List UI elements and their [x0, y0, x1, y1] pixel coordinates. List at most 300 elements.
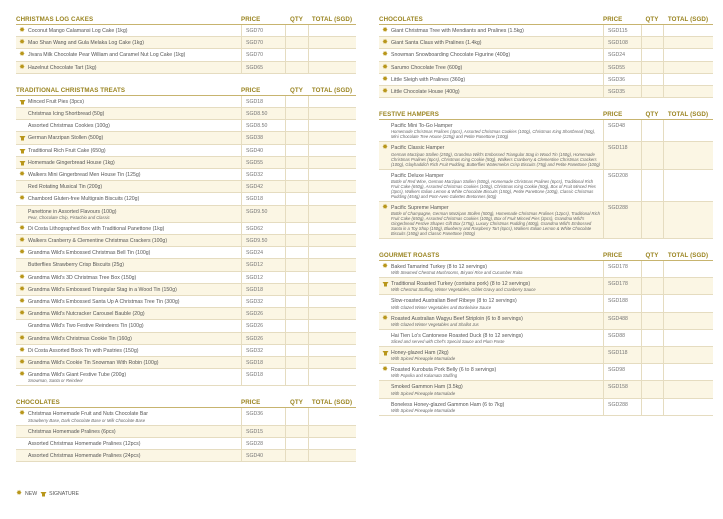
item-price: SGD288	[603, 202, 641, 238]
qty-column-header: QTY	[289, 399, 304, 407]
item-name-cell	[28, 345, 241, 356]
item-mark	[379, 330, 391, 346]
qty-field[interactable]	[285, 345, 308, 356]
qty-field[interactable]	[285, 259, 308, 270]
total-column-header: TOTAL (SGD)	[667, 16, 709, 23]
qty-field[interactable]	[285, 206, 308, 222]
item-mark	[379, 399, 391, 415]
signature-hat-icon	[19, 148, 25, 154]
item-description: Pear, Chocolate Chip, Pistachio and Classic	[28, 214, 110, 220]
table-row	[16, 235, 356, 247]
qty-field[interactable]	[285, 132, 308, 143]
section-gap	[16, 386, 356, 398]
item-price: SGD42	[241, 181, 285, 192]
table-row	[379, 86, 713, 98]
total-column-header: TOTAL (SGD)	[311, 399, 353, 407]
item-name-cell	[28, 259, 241, 270]
item-name-cell	[391, 142, 603, 168]
item-mark	[379, 347, 391, 363]
qty-field[interactable]	[641, 170, 663, 201]
item-name: Smoked Gammon Ham (3.5kg)	[391, 384, 463, 391]
item-price: SGD36	[241, 408, 285, 424]
total-field[interactable]	[308, 145, 356, 156]
qty-column-header: QTY	[645, 16, 659, 23]
qty-field[interactable]	[285, 62, 308, 73]
new-star-icon: ✸	[19, 285, 25, 293]
total-field[interactable]	[663, 364, 713, 380]
item-description: With Steamed Chestnut Mushrooms, Biryani Rice and Cucumber Raita	[391, 270, 523, 276]
total-field[interactable]	[663, 278, 713, 294]
item-mark	[16, 333, 28, 344]
item-name-cell	[28, 284, 241, 295]
item-name-cell	[391, 364, 603, 380]
total-field[interactable]	[308, 49, 356, 60]
total-field[interactable]	[308, 284, 356, 295]
item-price: SGD288	[603, 399, 641, 415]
qty-field[interactable]	[285, 96, 308, 107]
item-price: SGD12	[241, 259, 285, 270]
item-price: SGD48	[603, 120, 641, 141]
table-row	[16, 193, 356, 205]
total-field[interactable]	[308, 272, 356, 283]
item-name: Traditional Roasted Turkey (contains pork) (8 to 12 servings)	[391, 281, 531, 288]
item-mark	[16, 284, 28, 295]
item-price: SGD15	[241, 426, 285, 437]
item-mark	[379, 62, 391, 73]
total-field[interactable]	[663, 261, 713, 277]
item-name-cell	[28, 193, 241, 204]
table-row	[16, 132, 356, 144]
item-price: SGD18	[241, 193, 285, 204]
total-field[interactable]	[663, 49, 713, 60]
item-price: SGD55	[241, 157, 285, 168]
item-price: SGD108	[603, 37, 641, 48]
qty-field[interactable]	[641, 86, 663, 97]
section-gap	[379, 239, 713, 251]
item-name-cell	[28, 108, 241, 119]
qty-field[interactable]	[641, 62, 663, 73]
item-price: SGD70	[241, 49, 285, 60]
new-star-icon: ✸	[19, 39, 25, 47]
table-row	[379, 364, 713, 381]
qty-field[interactable]	[285, 157, 308, 168]
total-field[interactable]	[663, 37, 713, 48]
item-price: SGD32	[241, 169, 285, 180]
item-mark	[379, 170, 391, 201]
total-field[interactable]	[308, 426, 356, 437]
price-column-header: PRICE	[603, 252, 623, 260]
item-name-cell	[28, 206, 241, 222]
item-description: Homemade Christmas Pralines (4pcs), Assorted Christmas Cookies (100g), Christmas Icing Shortbread (50g), Mini Chocolate Tree House (225g) and Petite Panettone (100g)	[391, 129, 596, 140]
qty-field[interactable]	[641, 142, 663, 168]
table-row	[16, 169, 356, 181]
item-name-cell	[391, 37, 603, 48]
total-field[interactable]	[308, 120, 356, 131]
signature-hat-icon	[382, 350, 388, 356]
item-name-cell	[28, 25, 241, 36]
item-name-cell	[391, 381, 603, 397]
qty-field[interactable]	[285, 357, 308, 368]
table-row	[379, 295, 713, 312]
qty-field[interactable]	[641, 364, 663, 380]
item-name: Pacific Supreme Hamper	[391, 204, 449, 211]
new-star-icon: ✸	[16, 490, 22, 497]
item-name: Grandma Wild's Embossed Santa Up A Christmas Tree Tin (300g)	[28, 299, 180, 306]
total-column-header: TOTAL (SGD)	[667, 111, 709, 119]
price-column-header: PRICE	[603, 111, 623, 119]
table-row	[16, 333, 356, 345]
qty-field[interactable]	[641, 37, 663, 48]
item-mark	[379, 313, 391, 329]
item-mark	[16, 259, 28, 270]
table-row	[379, 313, 713, 330]
total-field[interactable]	[663, 120, 713, 141]
total-field[interactable]	[308, 369, 356, 385]
table-row	[379, 120, 713, 142]
item-mark	[379, 49, 391, 60]
item-name: Red Rotating Musical Tin (200g)	[28, 184, 103, 191]
item-name-cell	[28, 235, 241, 246]
total-field[interactable]	[308, 96, 356, 107]
item-mark	[16, 157, 28, 168]
section-title: FESTIVE HAMPERS	[379, 111, 439, 119]
new-star-icon: ✸	[382, 314, 388, 322]
qty-field[interactable]	[641, 49, 663, 60]
item-mark	[16, 345, 28, 356]
qty-field[interactable]	[641, 25, 663, 36]
qty-field[interactable]	[285, 450, 308, 461]
qty-field[interactable]	[641, 330, 663, 346]
table-row	[379, 37, 713, 49]
section-gap	[379, 98, 713, 110]
item-name-cell	[391, 74, 603, 85]
item-price: SGD24	[603, 49, 641, 60]
table-row	[16, 308, 356, 320]
table-row	[16, 181, 356, 193]
item-name-cell	[28, 132, 241, 143]
item-name: Grandma Wild's Giant Festive Tube (200g)	[28, 372, 127, 379]
item-name-cell	[28, 120, 241, 131]
item-name-cell	[28, 357, 241, 368]
item-name-cell	[391, 202, 603, 238]
item-description: Bottle of Champagne, German Marzipan Stollen (500g), Homemade Christmas Pralines (12pcs), Traditional Rich Fruit Cake (650g), Assorted Christmas Cookies (100g), Box of Fruit Minced Pies (3pcs), Grandma Wild's Gingerbread Festive Shapes Gift Box (175g), Luxury Christmas Pudding (400g), Grandma Wild's Embossed Santa in a Toy Shop (150g), Blueberry and Raspberry Tart (6pcs), Walkers Italian Lemon & White Chocolate Biscuits (150g) and Classic Panettone (500g)	[391, 211, 600, 237]
item-name-cell	[391, 278, 603, 294]
item-name: Traditional Rich Fruit Cake (650g)	[28, 147, 106, 154]
item-name-cell	[28, 37, 241, 48]
qty-field[interactable]	[641, 120, 663, 141]
total-field[interactable]	[308, 235, 356, 246]
qty-column-header: QTY	[645, 252, 659, 260]
qty-field[interactable]	[285, 369, 308, 385]
item-mark	[16, 426, 28, 437]
table-row	[379, 202, 713, 239]
item-name: Slow-roasted Australian Beef Ribeye (8 to 12 servings)	[391, 298, 517, 305]
new-star-icon: ✸	[382, 63, 388, 71]
total-field[interactable]	[663, 74, 713, 85]
item-description: German Marzipan Stollen (250g), Grandma Wild's Embossed Triangular Stag in Wood Tin (150g), Homemade Christmas Pralines (6pcs), Christmas Icing Cookie (50g), Walkers Cranberry & Clementine Christmas Crackers (100g), Glayhaddich Rich Fruit Pudding, Butterflies Watermelon Crisp Biscuits (75g) and Petite Panettone (100g)	[391, 151, 600, 167]
qty-field[interactable]	[285, 333, 308, 344]
qty-field[interactable]	[285, 235, 308, 246]
qty-field[interactable]	[285, 169, 308, 180]
total-field[interactable]	[308, 247, 356, 258]
section-title: GOURMET ROASTS	[379, 252, 440, 260]
qty-field[interactable]	[285, 272, 308, 283]
table-row	[16, 408, 356, 425]
total-field[interactable]	[308, 62, 356, 73]
item-price: SGD28	[241, 438, 285, 449]
total-field[interactable]	[308, 206, 356, 222]
item-name-cell	[28, 333, 241, 344]
item-mark	[379, 261, 391, 277]
qty-field[interactable]	[285, 247, 308, 258]
item-description: Sliced and served with Chef's Special Sauce and Plum Paste	[391, 339, 505, 345]
qty-field[interactable]	[285, 408, 308, 424]
new-star-icon: ✸	[382, 88, 388, 96]
total-field[interactable]	[308, 181, 356, 192]
item-price: SGD9.50	[241, 235, 285, 246]
section-header	[379, 251, 713, 261]
total-field[interactable]	[663, 170, 713, 201]
item-name-cell	[28, 62, 241, 73]
table-row	[16, 49, 356, 61]
new-star-icon: ✸	[19, 273, 25, 281]
item-name: Assorted Christmas Cookies (100g)	[28, 123, 110, 130]
total-field[interactable]	[663, 25, 713, 36]
signature-hat-icon	[19, 135, 25, 141]
table-row	[379, 347, 713, 364]
item-name: Pacific Deluxe Hamper	[391, 172, 444, 179]
total-field[interactable]	[308, 357, 356, 368]
new-star-icon: ✸	[19, 51, 25, 59]
total-field[interactable]	[308, 223, 356, 234]
item-price: SGD35	[603, 86, 641, 97]
new-star-icon: ✸	[19, 171, 25, 179]
qty-field[interactable]	[285, 193, 308, 204]
total-field[interactable]	[308, 37, 356, 48]
new-star-icon: ✸	[19, 195, 25, 203]
item-name: Hazelnut Chocolate Tart (1kg)	[28, 64, 97, 71]
qty-field[interactable]	[641, 399, 663, 415]
qty-field[interactable]	[285, 37, 308, 48]
qty-field[interactable]	[285, 120, 308, 131]
item-mark	[16, 235, 28, 246]
total-field[interactable]	[308, 25, 356, 36]
item-description: With Spiced Pineapple Marmalade	[391, 390, 456, 396]
signature-hat-icon	[40, 491, 46, 497]
qty-field[interactable]	[285, 308, 308, 319]
qty-field[interactable]	[285, 49, 308, 60]
new-star-icon: ✸	[382, 27, 388, 34]
qty-field[interactable]	[285, 223, 308, 234]
total-field[interactable]	[663, 381, 713, 397]
qty-field[interactable]	[641, 278, 663, 294]
item-name: Pacific Mini To-Go Hamper	[391, 123, 453, 130]
item-name-cell	[28, 296, 241, 307]
item-name: Baked Tamarind Turkey (8 to 12 servings)	[391, 264, 487, 271]
qty-field[interactable]	[641, 261, 663, 277]
new-star-icon: ✸	[19, 359, 25, 367]
qty-field[interactable]	[641, 202, 663, 238]
item-mark	[16, 132, 28, 143]
item-name: Jivara Milk Chocolate Pear William and Caramel Nut Log Cake (1kg)	[28, 52, 186, 59]
item-mark	[16, 438, 28, 449]
new-star-icon: ✸	[19, 298, 25, 306]
new-star-icon: ✸	[19, 63, 25, 71]
item-name: Honey-glazed Ham (2kg)	[391, 350, 449, 357]
total-field[interactable]	[308, 157, 356, 168]
new-star-icon: ✸	[19, 249, 25, 257]
total-field[interactable]	[308, 345, 356, 356]
signature-hat-icon	[19, 99, 25, 105]
total-field[interactable]	[663, 347, 713, 363]
item-price: SGD40	[241, 145, 285, 156]
total-field[interactable]	[308, 450, 356, 461]
legend-new-label: NEW	[25, 491, 38, 497]
item-name: Grandma Wild's Cookie Tin Snowman With Robin (100g)	[28, 360, 159, 367]
item-name: Butterflies Strawberry Crisp Biscuits (25g)	[28, 262, 124, 269]
item-mark	[16, 169, 28, 180]
item-mark	[16, 408, 28, 424]
total-field[interactable]	[663, 142, 713, 168]
new-star-icon: ✸	[382, 366, 388, 374]
item-price: SGD98	[603, 364, 641, 380]
signature-hat-icon	[382, 281, 388, 287]
table-row	[379, 261, 713, 278]
item-name-cell	[391, 399, 603, 415]
qty-field[interactable]	[285, 108, 308, 119]
qty-field[interactable]	[641, 295, 663, 311]
left-column	[16, 15, 356, 462]
total-field[interactable]	[308, 438, 356, 449]
item-name-cell	[28, 308, 241, 319]
qty-column-header: QTY	[289, 86, 304, 94]
item-mark	[16, 96, 28, 107]
item-mark	[16, 320, 28, 331]
item-description: With Spiced Pineapple Marmalade	[391, 356, 456, 362]
table-row	[16, 426, 356, 438]
item-name: Little Chocolate House (400g)	[391, 89, 460, 96]
table-row	[379, 399, 713, 416]
item-name: Minced Fruit Pies (3pcs)	[28, 98, 84, 105]
item-mark	[379, 202, 391, 238]
item-price: SGD26	[241, 320, 285, 331]
total-field[interactable]	[663, 399, 713, 415]
item-name: Walkers Cranberry & Clementine Christmas Crackers (100g)	[28, 238, 168, 245]
item-price: SGD118	[603, 347, 641, 363]
item-mark	[16, 108, 28, 119]
total-column-header: TOTAL (SGD)	[311, 86, 353, 94]
section-header	[379, 15, 713, 25]
price-column-header: PRICE	[603, 16, 623, 23]
qty-field[interactable]	[285, 426, 308, 437]
item-name: Giant Christmas Tree with Mendiants and Pralines (1.5kg)	[391, 28, 524, 34]
table-row	[16, 206, 356, 223]
qty-field[interactable]	[285, 320, 308, 331]
total-field[interactable]	[663, 313, 713, 329]
total-field[interactable]	[663, 62, 713, 73]
total-field[interactable]	[308, 169, 356, 180]
total-field[interactable]	[663, 86, 713, 97]
item-mark	[379, 295, 391, 311]
total-field[interactable]	[308, 132, 356, 143]
item-name: Panettone in Assorted Flavours (100g)	[28, 208, 117, 215]
qty-field[interactable]	[285, 438, 308, 449]
new-star-icon: ✸	[19, 310, 25, 318]
item-name: Walkers Mini Gingerbread Men House Tin (125g)	[28, 172, 141, 179]
item-description: With Spiced Pineapple Marmalade	[391, 407, 456, 413]
new-star-icon: ✸	[382, 144, 388, 152]
item-price: SGD18	[241, 284, 285, 295]
table-row	[379, 381, 713, 398]
item-name: Sarumo Chocolate Tree (600g)	[391, 64, 463, 71]
qty-field[interactable]	[641, 74, 663, 85]
qty-field[interactable]	[641, 347, 663, 363]
item-mark	[16, 62, 28, 73]
item-price: SGD9.50	[241, 206, 285, 222]
total-field[interactable]	[663, 202, 713, 238]
total-field[interactable]	[308, 193, 356, 204]
qty-field[interactable]	[285, 145, 308, 156]
item-mark	[16, 357, 28, 368]
qty-field[interactable]	[285, 284, 308, 295]
item-mark	[379, 364, 391, 380]
new-star-icon: ✸	[19, 346, 25, 354]
item-name-cell	[28, 438, 241, 449]
qty-field[interactable]	[285, 25, 308, 36]
total-field[interactable]	[308, 320, 356, 331]
item-name: Grandma Wild's Nutcracker Carousel Bauble (20g)	[28, 311, 145, 318]
total-field[interactable]	[308, 308, 356, 319]
item-name: Christmas Homemade Fruit and Nuts Chocolate Bar	[28, 411, 148, 418]
table-row	[16, 284, 356, 296]
new-star-icon: ✸	[19, 334, 25, 342]
item-name: German Marzipan Stollen (500g)	[28, 135, 104, 142]
item-name-cell	[391, 347, 603, 363]
new-star-icon: ✸	[19, 371, 25, 379]
total-field[interactable]	[308, 108, 356, 119]
item-price: SGD24	[241, 247, 285, 258]
item-name-cell	[391, 25, 603, 36]
item-mark	[16, 247, 28, 258]
new-star-icon: ✸	[382, 75, 388, 83]
item-name-cell	[391, 295, 603, 311]
item-description: Snowman, Santa or Reindeer	[28, 378, 83, 384]
item-price: SGD26	[241, 308, 285, 319]
table-row	[16, 450, 356, 462]
item-name: Christmas Homemade Pralines (6pcs)	[28, 428, 116, 435]
total-field[interactable]	[663, 330, 713, 346]
item-name-cell	[391, 313, 603, 329]
item-description: Bottle of Red Wine, German Marzipan Stollen (500g), Homemade Christmas Pralines (6pcs), Traditional Rich Fruit Cake (650g), Assorted Christmas Cookies (100g), Christmas Icing Cookie (50g), Box of Fruit Minced Pies (3pcs), Walkers Italian Lemon & White Chocolate Biscuits (150g), Petite Panettone (100g), Classic Christmas Pudding (454g) and Pont-Aven Galettes Bretonnes (60g)	[391, 178, 596, 199]
item-name-cell	[28, 223, 241, 234]
item-mark	[16, 181, 28, 192]
total-field[interactable]	[308, 333, 356, 344]
qty-field[interactable]	[641, 381, 663, 397]
qty-field[interactable]	[285, 296, 308, 307]
section-header	[16, 86, 356, 96]
qty-field[interactable]	[285, 181, 308, 192]
total-field[interactable]	[308, 408, 356, 424]
qty-column-header: QTY	[645, 111, 659, 119]
total-field[interactable]	[308, 296, 356, 307]
qty-field[interactable]	[641, 313, 663, 329]
table-row	[379, 49, 713, 61]
table-row	[16, 96, 356, 108]
total-field[interactable]	[663, 295, 713, 311]
total-field[interactable]	[308, 259, 356, 270]
item-mark	[16, 369, 28, 385]
item-price: SGD178	[603, 261, 641, 277]
